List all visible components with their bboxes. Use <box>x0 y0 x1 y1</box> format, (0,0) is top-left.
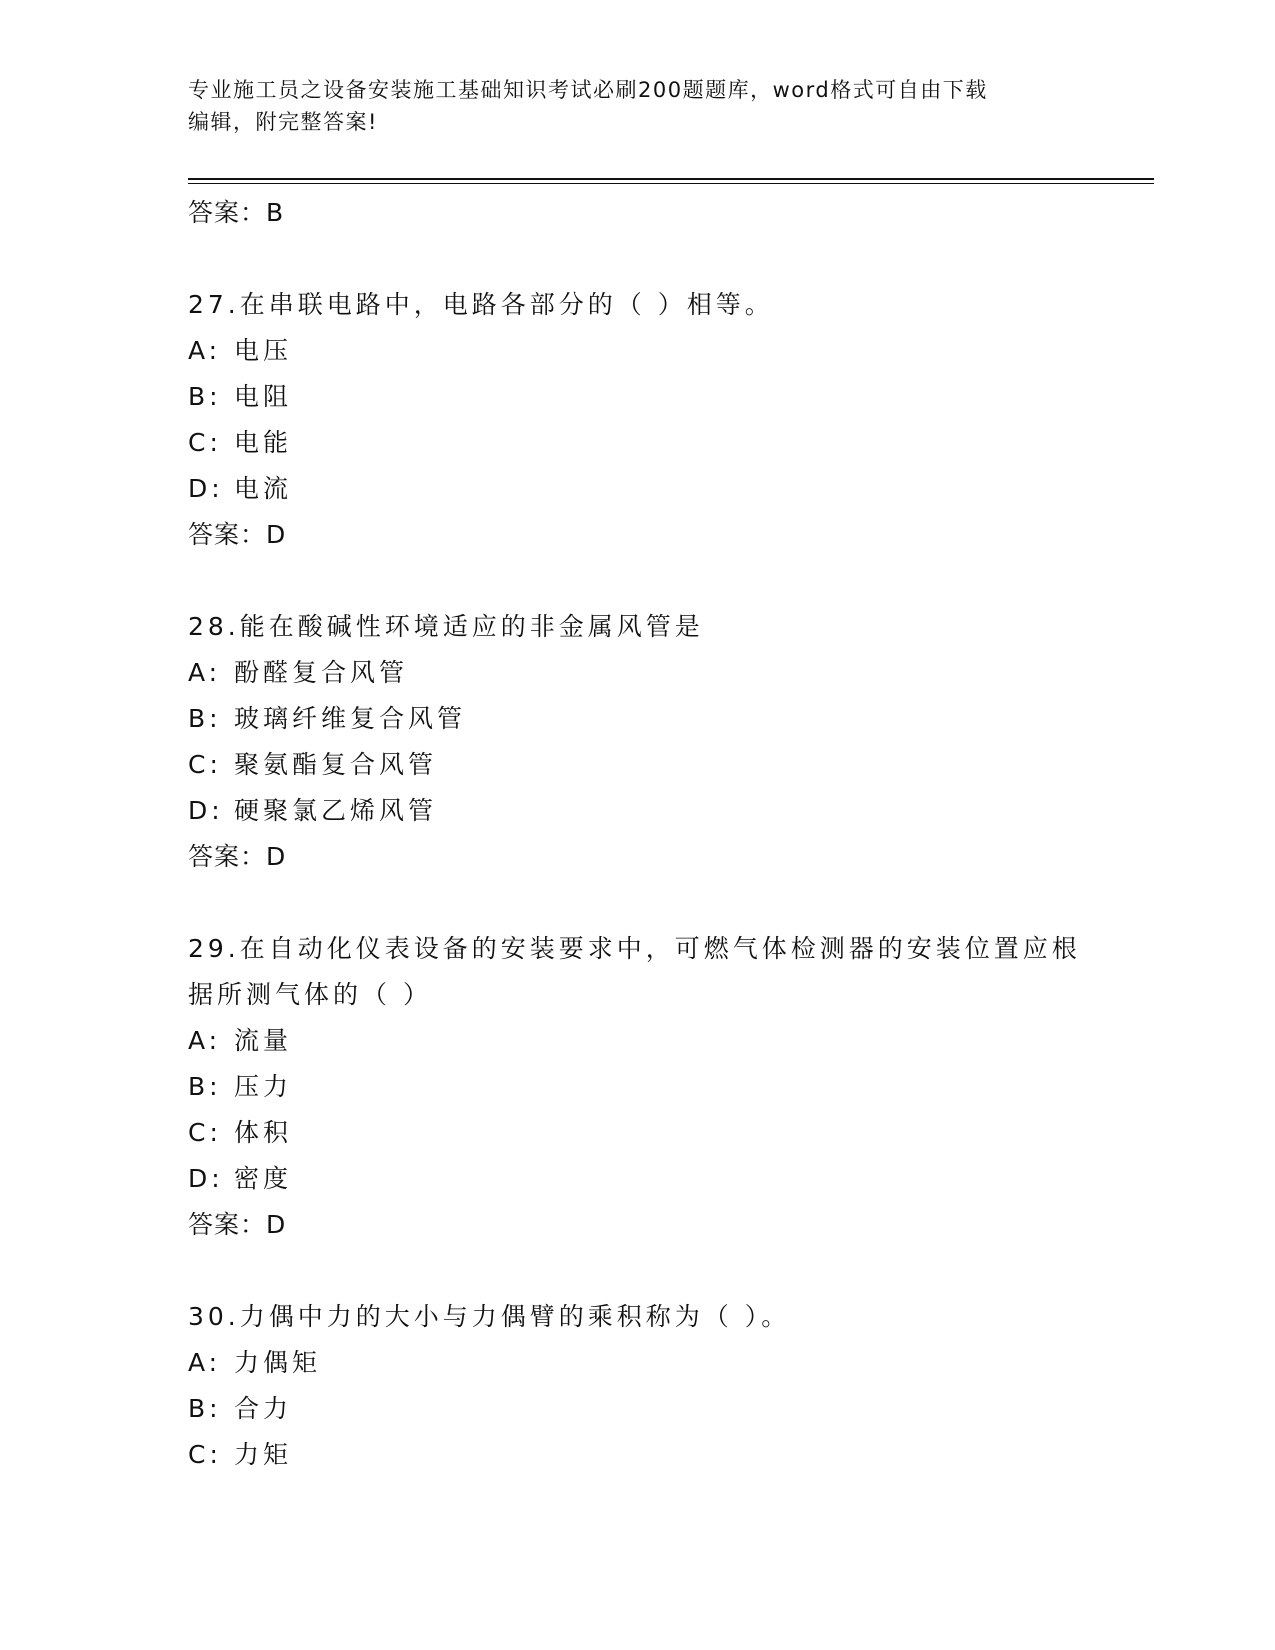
question-list <box>188 190 1088 1478</box>
option-text: 电能 <box>234 428 293 457</box>
option-b <box>188 1386 1088 1432</box>
question-text: 30.力偶中力的大小与力偶臂的乘积称为（ ）。 <box>188 1302 791 1331</box>
option-key: D: <box>188 1164 224 1193</box>
question-30 <box>188 1294 1088 1478</box>
answer-line: 答案：D <box>188 842 287 871</box>
option-text: 密度 <box>234 1164 293 1193</box>
option-b <box>188 696 1088 742</box>
option-b <box>188 374 1088 420</box>
option-b <box>188 1064 1088 1110</box>
option-key: C: <box>188 750 222 779</box>
option-text: 电阻 <box>234 382 293 411</box>
option-text: 合力 <box>234 1394 293 1423</box>
option-text: 力偶矩 <box>234 1348 322 1377</box>
option-d <box>188 1156 1088 1202</box>
question-text: 27.在串联电路中，电路各部分的（ ）相等。 <box>188 290 774 319</box>
question-text: 28.能在酸碱性环境适应的非金属风管是 <box>188 612 704 641</box>
option-text: 硬聚氯乙烯风管 <box>234 796 438 825</box>
option-key: C: <box>188 428 222 457</box>
header-rule-thin <box>188 183 1154 184</box>
option-a <box>188 650 1088 696</box>
option-c <box>188 420 1088 466</box>
question-text-line-1: 29.在自动化仪表设备的安装要求中，可燃气体检测器的安装位置应根 <box>188 934 1081 963</box>
option-a <box>188 1340 1088 1386</box>
header-title-line-1: 专业施工员之设备安装施工基础知识考试必刷200题题库，word格式可自由下载 <box>188 78 988 102</box>
question-29 <box>188 926 1088 1248</box>
option-key: D: <box>188 474 224 503</box>
option-c <box>188 742 1088 788</box>
option-c <box>188 1110 1088 1156</box>
option-key: A: <box>188 1026 222 1055</box>
option-text: 电压 <box>234 336 293 365</box>
option-text: 压力 <box>234 1072 293 1101</box>
option-key: B: <box>188 382 222 411</box>
option-text: 酚醛复合风管 <box>234 658 409 687</box>
option-key: A: <box>188 1348 222 1377</box>
question-text-line-2: 据所测气体的（ ） <box>188 980 432 1009</box>
option-key: A: <box>188 658 222 687</box>
option-key: C: <box>188 1118 222 1147</box>
option-key: D: <box>188 796 224 825</box>
option-text: 玻璃纤维复合风管 <box>234 704 467 733</box>
option-text: 流量 <box>234 1026 293 1055</box>
option-key: B: <box>188 1394 222 1423</box>
option-d <box>188 788 1088 834</box>
answer-line: 答案：D <box>188 1210 287 1239</box>
option-key: A: <box>188 336 222 365</box>
question-27 <box>188 282 1088 558</box>
option-a <box>188 1018 1088 1064</box>
option-text: 力矩 <box>234 1440 293 1469</box>
question-28 <box>188 604 1088 880</box>
option-key: C: <box>188 1440 222 1469</box>
option-text: 体积 <box>234 1118 293 1147</box>
document-header <box>188 74 1088 138</box>
option-c <box>188 1432 1088 1478</box>
option-text: 电流 <box>234 474 293 503</box>
option-text: 聚氨酯复合风管 <box>234 750 438 779</box>
header-title-line-2: 编辑，附完整答案! <box>188 110 378 134</box>
answer-line: 答案：D <box>188 520 287 549</box>
header-rule-thick <box>188 178 1154 180</box>
option-key: B: <box>188 1072 222 1101</box>
option-d <box>188 466 1088 512</box>
option-a <box>188 328 1088 374</box>
option-key: B: <box>188 704 222 733</box>
answer-line-prev: 答案：B <box>188 198 285 227</box>
